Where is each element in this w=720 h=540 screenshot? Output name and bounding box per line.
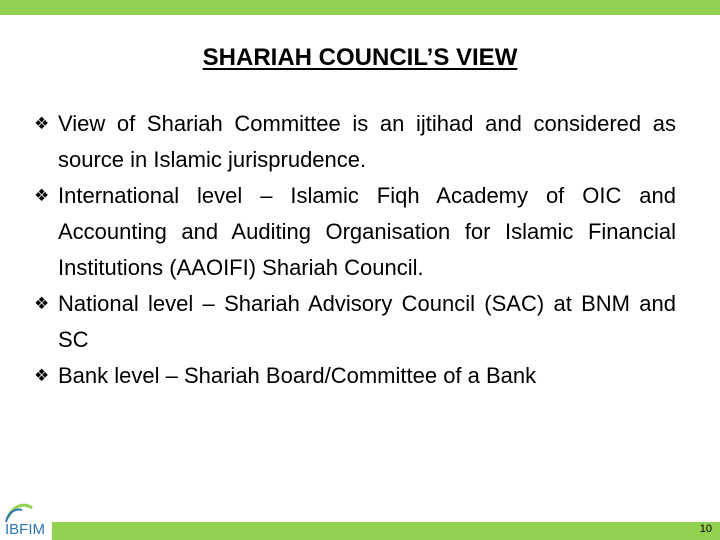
- diamond-bullet-icon: ❖: [34, 114, 50, 133]
- bullet-item-4: [34, 358, 676, 394]
- diamond-bullet-icon: ❖: [34, 186, 50, 205]
- logo-text: IBFIM: [5, 521, 45, 538]
- slide-title: [0, 44, 720, 72]
- bullet-text-4: Bank level – Shariah Board/Committee of a Bank: [58, 363, 537, 388]
- page-number: 10: [699, 523, 712, 535]
- diamond-bullet-icon: ❖: [34, 366, 50, 385]
- bullet-text-1: View of Shariah Committee is an ijtihad and considered as source in Islamic jurisprudence.: [58, 111, 676, 172]
- diamond-bullet-icon: ❖: [34, 294, 50, 313]
- slide-title-text: SHARIAH COUNCIL’S VIEW: [202, 44, 518, 71]
- bullet-text-2: International level – Islamic Fiqh Academy of OIC and Accounting and Auditing Organisation for Islamic Financial Institutions (AAOIFI) Shariah Council.: [58, 183, 676, 280]
- bullet-list: [34, 106, 676, 394]
- top-accent-bar: [0, 0, 720, 15]
- bottom-accent-bar: [52, 522, 720, 540]
- bullet-item-2: [34, 178, 676, 286]
- ibfim-logo: [2, 498, 58, 540]
- bullet-text-3: National level – Shariah Advisory Council (SAC) at BNM and SC: [58, 291, 676, 352]
- bullet-item-1: [34, 106, 676, 178]
- bullet-item-3: [34, 286, 676, 358]
